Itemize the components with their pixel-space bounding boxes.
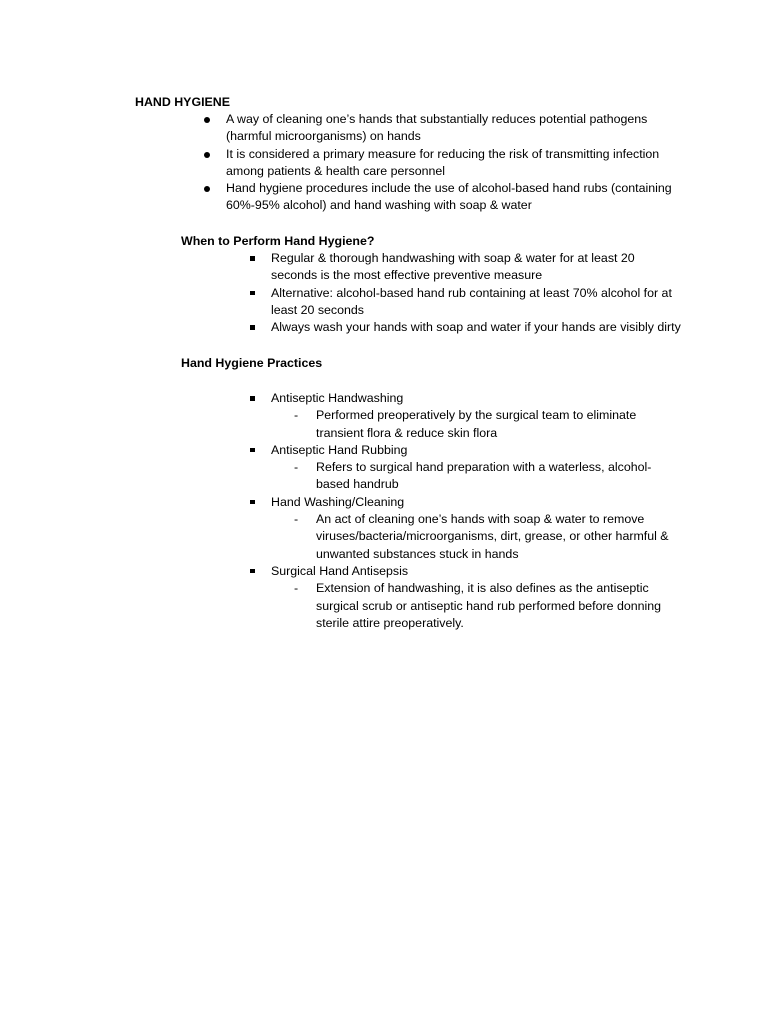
- list-item-text: Regular & thorough handwashing with soap & water for at least 20 seconds is the most effective preventive measure: [271, 251, 635, 283]
- square-bullet-icon: [250, 291, 255, 296]
- dash-bullet: -: [294, 460, 299, 475]
- practices-list: [271, 390, 681, 632]
- list-item: [226, 180, 682, 215]
- square-bullet-icon: [250, 256, 255, 261]
- intro-list: [226, 111, 682, 215]
- practice-item: [271, 390, 681, 442]
- practice-label: Hand Washing/Cleaning: [271, 494, 405, 509]
- practice-item: [271, 563, 681, 632]
- practice-label: Surgical Hand Antisepsis: [271, 563, 409, 578]
- list-item-text: Alternative: alcohol-based hand rub containing at least 70% alcohol for at least 20 seconds: [271, 285, 672, 317]
- practice-detail-text: An act of cleaning one’s hands with soap & water to remove viruses/bacteria/microorganisms, dirt, grease, or other harmful & unwanted substances stuck in hands: [316, 512, 669, 561]
- practice-detail-text: Performed preoperatively by the surgical team to eliminate transient flora & reduce skin flora: [316, 408, 637, 440]
- list-item-text: It is considered a primary measure for reducing the risk of transmitting infection among patients & health care personnel: [226, 146, 660, 178]
- bullet-icon: [204, 117, 210, 123]
- dash-bullet: -: [294, 512, 299, 527]
- list-item: [271, 250, 681, 285]
- list-item-text: Hand hygiene procedures include the use of alcohol-based hand rubs (containing 60%-95% alcohol) and hand washing with soap & water: [226, 181, 672, 213]
- practice-item: [271, 494, 681, 563]
- section-heading-when: When to Perform Hand Hygiene?: [181, 234, 375, 248]
- practice-item: [271, 442, 681, 494]
- practice-detail-text: Refers to surgical hand preparation with a waterless, alcohol-based handrub: [316, 460, 652, 492]
- list-item: [271, 285, 681, 320]
- section-heading-practices: Hand Hygiene Practices: [181, 356, 323, 370]
- list-item-text: Always wash your hands with soap and water if your hands are visibly dirty: [271, 320, 681, 335]
- practice-detail-text: Extension of handwashing, it is also defines as the antiseptic surgical scrub or antiseptic hand rub performed before donning sterile attire preoperatively.: [316, 581, 662, 630]
- list-item: [226, 146, 682, 181]
- bullet-icon: [204, 152, 210, 158]
- bullet-icon: [204, 186, 210, 192]
- practice-detail: [294, 511, 681, 563]
- practice-detail: [294, 407, 681, 442]
- practice-detail: [294, 580, 681, 632]
- when-list: [271, 250, 681, 336]
- practice-label: Antiseptic Hand Rubbing: [271, 442, 408, 457]
- dash-bullet: -: [294, 408, 299, 423]
- practice-detail: [294, 459, 681, 494]
- square-bullet-icon: [250, 325, 255, 330]
- square-bullet-icon: [250, 500, 255, 505]
- square-bullet-icon: [250, 396, 255, 401]
- dash-bullet: -: [294, 581, 299, 596]
- list-item: [271, 319, 681, 336]
- document-title: HAND HYGIENE: [135, 95, 231, 109]
- square-bullet-icon: [250, 448, 255, 453]
- practice-label: Antiseptic Handwashing: [271, 391, 404, 405]
- square-bullet-icon: [250, 569, 255, 574]
- list-item: [226, 111, 682, 146]
- list-item-text: A way of cleaning one’s hands that substantially reduces potential pathogens (harmful microorganisms) on hands: [226, 112, 648, 144]
